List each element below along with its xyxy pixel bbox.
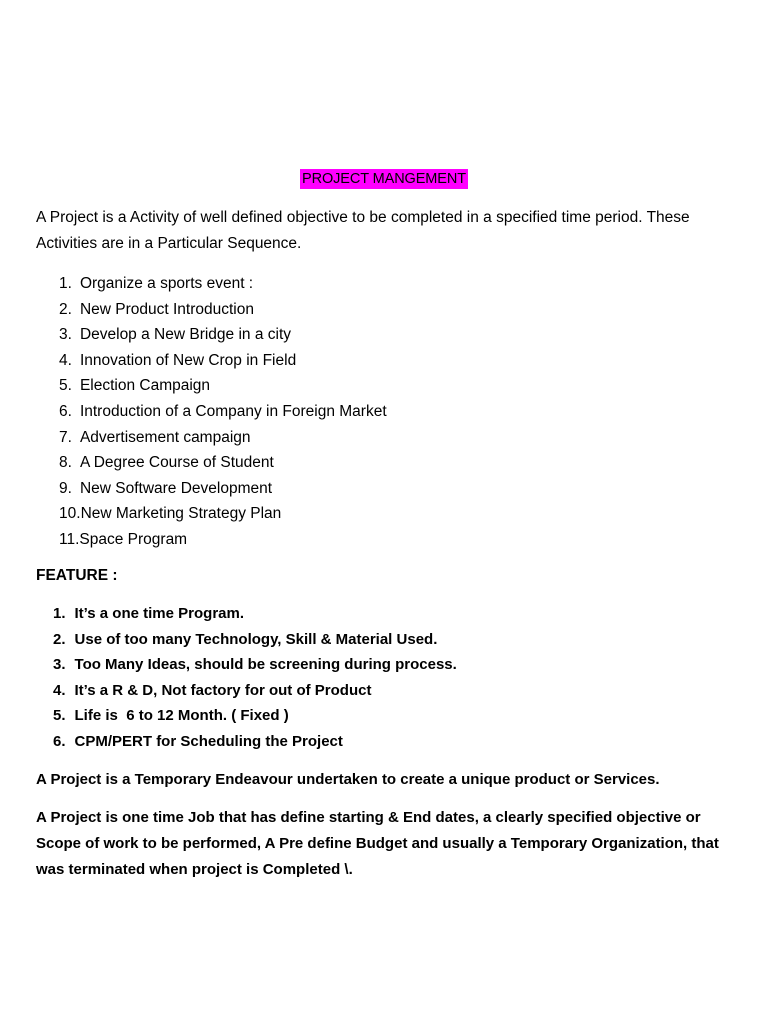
list-item: 2. Use of too many Technology, Skill & Material Used. — [53, 630, 438, 648]
list-item: 1. Organize a sports event : — [59, 275, 254, 292]
definition-paragraph-2: A Project is one time Job that has define starting & End dates, a clearly specified objective or Scope of work to be performed, A Pre define Budget and usually a Temporary Organization, that was terminated when project is Completed \. — [36, 809, 719, 878]
features-list — [36, 601, 457, 755]
list-item: 3. Too Many Ideas, should be screening during process. — [53, 656, 457, 674]
page-title: PROJECT MANGEMENT — [302, 171, 466, 187]
title-wrapper — [0, 169, 768, 189]
list-item: 11. Space Program — [59, 530, 188, 548]
feature-heading: FEATURE : — [36, 567, 118, 584]
list-item: 5. Election Campaign — [59, 377, 211, 395]
list-item: 3. Develop a New Bridge in a city — [59, 326, 292, 344]
definition-paragraph-1: A Project is a Temporary Endeavour undertaken to create a unique product or Services. — [36, 771, 660, 788]
list-item: 6. CPM/PERT for Scheduling the Project — [53, 732, 343, 750]
list-item: 4. Innovation of New Crop in Field — [59, 351, 297, 369]
list-item: 8. A Degree Course of Student — [59, 454, 274, 472]
list-item: 9. New Software Development — [59, 479, 273, 497]
list-item: 10. New Marketing Strategy Plan — [59, 505, 282, 523]
list-item: 2. New Product Introduction — [59, 300, 254, 318]
list-item: 7. Advertisement campaign — [59, 428, 251, 446]
examples-list — [36, 271, 387, 553]
list-item: 5. Life is 6 to 12 Month. ( Fixed ) — [53, 707, 289, 725]
list-item: 4. It’s a R & D, Not factory for out of Product — [53, 681, 372, 699]
list-item: 1. It’s a one time Program. — [53, 605, 245, 622]
intro-paragraph: A Project is a Activity of well defined objective to be completed in a specified time period. These Activities are in a Particular Sequence. — [36, 209, 690, 252]
list-item: 6. Introduction of a Company in Foreign Market — [59, 402, 387, 420]
